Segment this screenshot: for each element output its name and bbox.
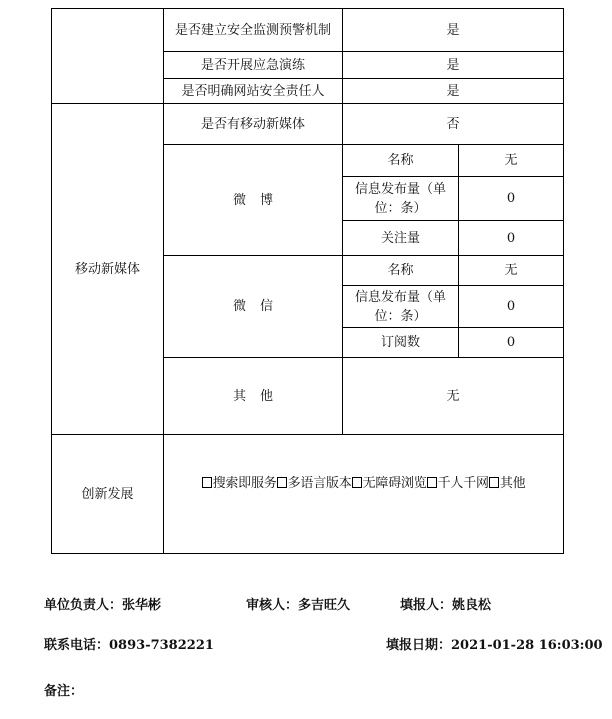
emergency-drill-label: 是否开展应急演练 [164,52,343,79]
emergency-drill-value: 是 [343,52,564,79]
filler-label: 填报人： [400,598,453,613]
blank-category-cell [52,9,164,104]
has-mobile-label: 是否有移动新媒体 [164,104,343,145]
checkbox-multilingual[interactable] [277,477,287,488]
checkbox-other[interactable] [489,477,499,488]
date-value: 2021-01-28 16:03:00 [451,638,603,653]
remarks [44,680,83,699]
reviewer [246,594,350,613]
security-owner-label: 是否明确网站安全责任人 [164,79,343,104]
checkbox-accessibility[interactable] [352,477,362,488]
reviewer-value: 多吉旺久 [298,598,351,613]
innovation-options [164,435,564,554]
wechat-posts-label: 信息发布量（单位：条） [343,286,459,328]
phone-value: 0893-7382221 [109,638,214,653]
wechat-posts-value: 0 [459,286,564,328]
unit-head-label: 单位负责人： [44,598,123,613]
security-owner-value: 是 [343,79,564,104]
wechat-subscribers-value: 0 [459,328,564,358]
innovation-label: 创新发展 [52,435,164,554]
wechat-subscribers-label: 订阅数 [343,328,459,358]
filler-value: 姚良松 [452,598,492,613]
weibo-posts-label: 信息发布量（单位：条） [343,177,459,221]
checkbox-personalized[interactable] [427,477,437,488]
mobile-section-label: 移动新媒体 [52,104,164,435]
table-row [52,104,564,145]
weibo-followers-label: 关注量 [343,221,459,256]
other-value: 无 [343,358,564,435]
weibo-name-value: 无 [459,145,564,177]
table-row [52,435,564,554]
has-mobile-value: 否 [343,104,564,145]
remarks-label: 备注： [44,684,84,699]
weibo-name-label: 名称 [343,145,459,177]
weibo-label: 微博 [164,145,343,256]
weibo-followers-value: 0 [459,221,564,256]
option-label: 多语言版本 [287,476,352,491]
fill-date [386,634,603,653]
wechat-label: 微信 [164,256,343,358]
monitoring-warning-value: 是 [343,9,564,52]
monitoring-warning-label: 是否建立安全监测预警机制 [164,9,343,52]
option-label: 其他 [499,476,526,491]
other-label: 其他 [164,358,343,435]
filler [400,594,491,613]
date-label: 填报日期： [386,638,452,653]
checkbox-search-service[interactable] [202,477,212,488]
table-row [52,9,564,52]
weibo-posts-value: 0 [459,177,564,221]
phone-label: 联系电话： [44,638,110,653]
option-label: 搜索即服务 [212,476,277,491]
contact-phone [44,634,214,653]
wechat-name-label: 名称 [343,256,459,286]
unit-head [44,594,161,613]
unit-head-value: 张华彬 [122,598,162,613]
wechat-name-value: 无 [459,256,564,286]
reviewer-label: 审核人： [246,598,299,613]
option-label: 千人千网 [437,476,489,491]
option-label: 无障碍浏览 [362,476,427,491]
report-table [51,8,564,554]
